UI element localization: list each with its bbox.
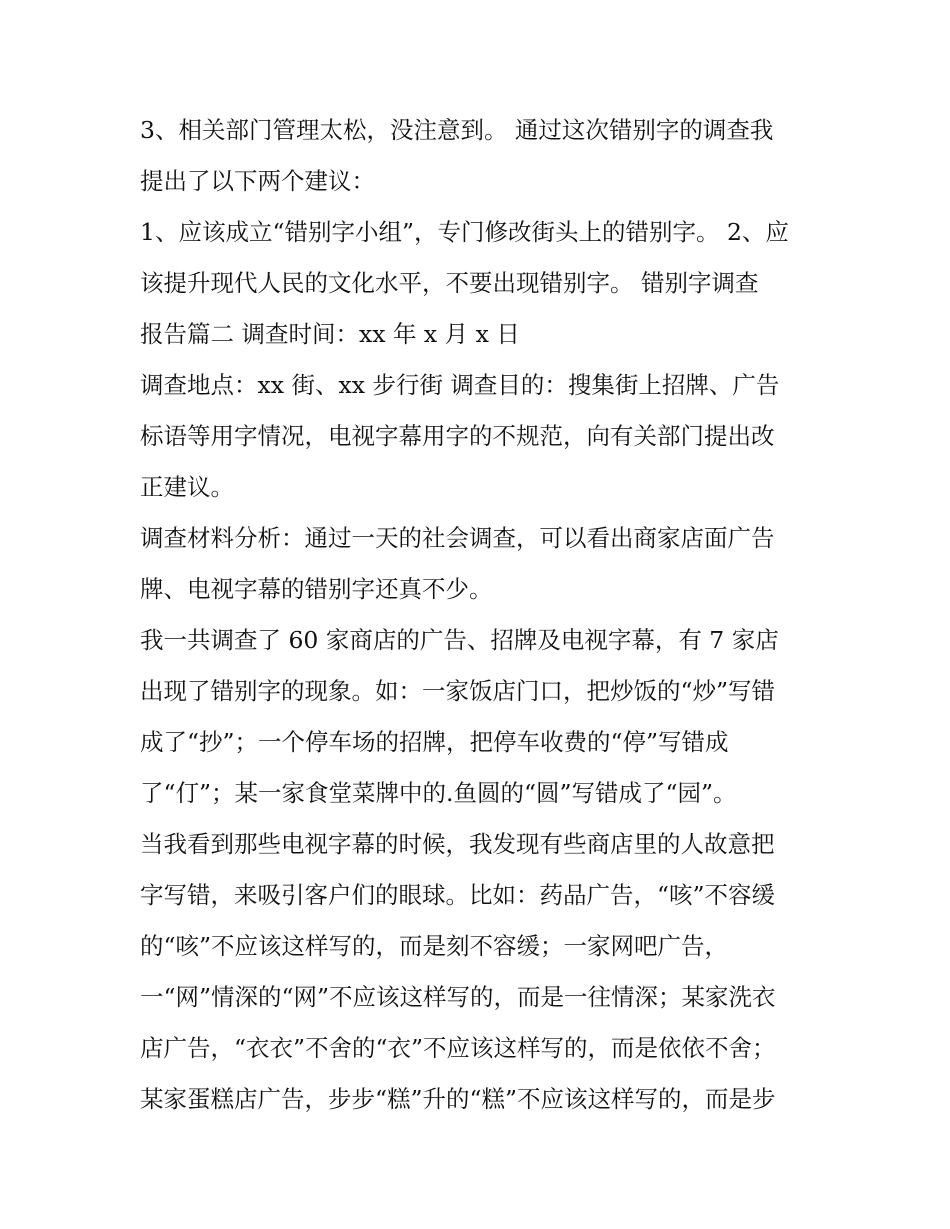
text-line: 我一共调查了 60 家商店的广告、招牌及电视字幕，有 7 家店 [140,626,779,654]
text-line: 提出了以下两个建议： [140,167,375,195]
text-line: 报告篇二 调查时间：xx 年 x 月 x 日 [140,320,520,348]
text-line: 当我看到那些电视字幕的时候，我发现有些商店里的人故意把 [140,830,775,858]
text-line: 了“仃”；某一家食堂菜牌中的.鱼圆的“圆”写错成了“园”。 [140,779,737,807]
text-line: 该提升现代人民的文化水平，不要出现错别字。 错别字调查 [140,269,759,297]
text-line: 牌、电视字幕的错别字还真不少。 [140,575,493,603]
text-line: 3、相关部门管理太松，没注意到。 通过这次错别字的调查我 [140,116,774,144]
text-line: 出现了错别字的现象。如：一家饭店门口，把炒饭的“炒”写错 [140,677,776,705]
body-text [140,110,820,1130]
text-line: 调查地点：xx 街、xx 步行街 调查目的：搜集街上招牌、广告 [140,371,780,399]
text-line: 某家蛋糕店广告，步步“糕”升的“糕”不应该这样写的，而是步 [140,1085,776,1113]
text-line: 正建议。 [140,473,234,501]
text-line: 店广告，“衣衣”不舍的“衣”不应该这样写的，而是依依不舍； [140,1034,776,1062]
text-line: 字写错，来吸引客户们的眼球。比如：药品广告，“咳”不容缓 [140,881,776,909]
text-line: 标语等用字情况，电视字幕用字的不规范，向有关部门提出改 [140,422,775,450]
text-line: 成了“抄”；一个停车场的招牌，把停车收费的“停”写错成 [140,728,729,756]
text-line: 1、应该成立“错别字小组”，专门修改街头上的错别字。 2、应 [140,218,789,246]
text-line: 调查材料分析：通过一天的社会调查，可以看出商家店面广告 [140,524,775,552]
text-line: 一“网”情深的“网”不应该这样写的，而是一往情深；某家洗衣 [140,983,776,1011]
text-line: 的“咳”不应该这样写的，而是刻不容缓；一家网吧广告， [140,932,729,960]
